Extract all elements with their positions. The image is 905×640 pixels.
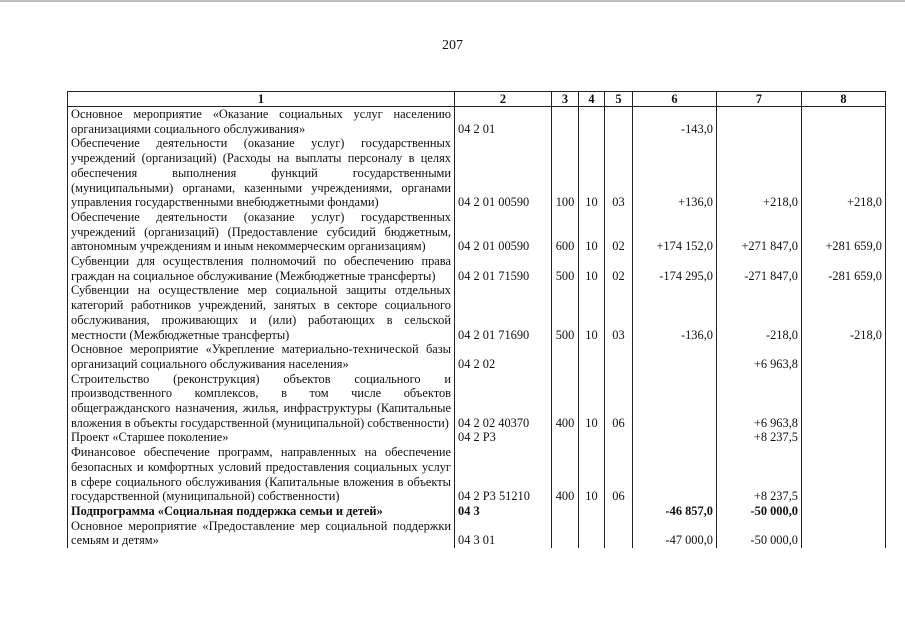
- amount-col-6: +136,0: [633, 136, 717, 210]
- expense-type-code: 400: [552, 445, 579, 504]
- expense-type-code: [552, 519, 579, 548]
- subsection-code: [605, 107, 633, 137]
- column-header: 8: [802, 92, 886, 107]
- section-code: [579, 504, 605, 519]
- expense-type-code: [552, 504, 579, 519]
- amount-col-8: [802, 107, 886, 137]
- row-name: Подпрограмма «Социальная поддержка семьи и детей»: [68, 504, 455, 519]
- expense-type-code: 500: [552, 283, 579, 342]
- budget-code: 04 2 P3: [455, 430, 552, 445]
- row-name: Основное мероприятие «Оказание социальных услуг населению организациями социального обслуживания»: [68, 107, 455, 137]
- subsection-code: [605, 430, 633, 445]
- amount-col-8: [802, 504, 886, 519]
- budget-code: 04 2 01 71690: [455, 283, 552, 342]
- table-row: [68, 210, 886, 254]
- amount-col-8: +281 659,0: [802, 210, 886, 254]
- section-code: 10: [579, 254, 605, 283]
- section-code: 10: [579, 372, 605, 431]
- expense-type-code: 100: [552, 136, 579, 210]
- column-header: 5: [605, 92, 633, 107]
- budget-code: 04 2 02: [455, 342, 552, 371]
- budget-code: 04 2 01 00590: [455, 136, 552, 210]
- amount-col-7: +8 237,5: [717, 445, 802, 504]
- table-row: [68, 136, 886, 210]
- table-row: [68, 342, 886, 371]
- amount-col-6: -46 857,0: [633, 504, 717, 519]
- amount-col-8: -281 659,0: [802, 254, 886, 283]
- budget-code: 04 2 P3 51210: [455, 445, 552, 504]
- amount-col-6: [633, 430, 717, 445]
- table-row: [68, 504, 886, 519]
- budget-code: 04 3 01: [455, 519, 552, 548]
- amount-col-6: -136,0: [633, 283, 717, 342]
- table-row: [68, 283, 886, 342]
- subsection-code: 06: [605, 445, 633, 504]
- budget-table: [67, 91, 886, 548]
- table-row: [68, 445, 886, 504]
- expense-type-code: [552, 107, 579, 137]
- expense-type-code: 500: [552, 254, 579, 283]
- amount-col-8: [802, 445, 886, 504]
- amount-col-8: [802, 519, 886, 548]
- amount-col-7: -218,0: [717, 283, 802, 342]
- top-rule: [0, 0, 905, 2]
- amount-col-7: +6 963,8: [717, 342, 802, 371]
- row-name: Основное мероприятие «Предоставление мер социальной поддержки семьям и детям»: [68, 519, 455, 548]
- budget-code: 04 2 01 71590: [455, 254, 552, 283]
- column-header: 2: [455, 92, 552, 107]
- amount-col-8: [802, 430, 886, 445]
- amount-col-6: -47 000,0: [633, 519, 717, 548]
- amount-col-7: -50 000,0: [717, 519, 802, 548]
- budget-code: 04 2 02 40370: [455, 372, 552, 431]
- subsection-code: [605, 519, 633, 548]
- table-row: [68, 519, 886, 548]
- expense-type-code: [552, 342, 579, 371]
- section-code: [579, 430, 605, 445]
- amount-col-7: +271 847,0: [717, 210, 802, 254]
- section-code: 10: [579, 210, 605, 254]
- section-code: 10: [579, 136, 605, 210]
- table-row: [68, 372, 886, 431]
- column-header: 3: [552, 92, 579, 107]
- row-name: Субвенции для осуществления полномочий по обеспечению права граждан на социальное обслуживание (Межбюджетные трансферты): [68, 254, 455, 283]
- amount-col-8: -218,0: [802, 283, 886, 342]
- row-name: Проект «Старшее поколение»: [68, 430, 455, 445]
- row-name: Обеспечение деятельности (оказание услуг) государственных учреждений (организаций) (Предоставление субсидий бюджетным, автономным учреждениям и иным некоммерческим организациям): [68, 210, 455, 254]
- subsection-code: 02: [605, 210, 633, 254]
- subsection-code: [605, 504, 633, 519]
- budget-code: 04 2 01: [455, 107, 552, 137]
- column-header: 4: [579, 92, 605, 107]
- subsection-code: 02: [605, 254, 633, 283]
- row-name: Субвенции на осуществление мер социальной защиты отдельных категорий работников учреждений, занятых в секторе социального обслуживания, проживающих и (или) работающих в сельской местности (Межбюджетные трансферты): [68, 283, 455, 342]
- amount-col-6: [633, 372, 717, 431]
- section-code: [579, 107, 605, 137]
- subsection-code: 03: [605, 136, 633, 210]
- amount-col-6: -174 295,0: [633, 254, 717, 283]
- amount-col-8: [802, 342, 886, 371]
- row-name: Обеспечение деятельности (оказание услуг) государственных учреждений (организаций) (Расходы на выплаты персоналу в целях обеспечения выполнения функций государственными (муниципальными) органами, казенными учреждениями, органами управления государственными внебюджетными фондами): [68, 136, 455, 210]
- table-body: [68, 107, 886, 549]
- amount-col-7: +8 237,5: [717, 430, 802, 445]
- subsection-code: 06: [605, 372, 633, 431]
- section-code: 10: [579, 445, 605, 504]
- column-header: 7: [717, 92, 802, 107]
- row-name: Финансовое обеспечение программ, направленных на обеспечение безопасных и комфортных условий предоставления социальных услуг в сфере социального обслуживания (Капитальные вложения в объекты государственной (муниципальной) собственности): [68, 445, 455, 504]
- section-code: 10: [579, 283, 605, 342]
- amount-col-7: +6 963,8: [717, 372, 802, 431]
- expense-type-code: 600: [552, 210, 579, 254]
- subsection-code: 03: [605, 283, 633, 342]
- section-code: [579, 519, 605, 548]
- amount-col-6: [633, 445, 717, 504]
- section-code: [579, 342, 605, 371]
- amount-col-7: -271 847,0: [717, 254, 802, 283]
- column-header: 6: [633, 92, 717, 107]
- amount-col-6: [633, 342, 717, 371]
- amount-col-7: +218,0: [717, 136, 802, 210]
- table-row: [68, 107, 886, 137]
- row-name: Основное мероприятие «Укрепление материально-технической базы организаций социального обслуживания населения»: [68, 342, 455, 371]
- budget-code: 04 2 01 00590: [455, 210, 552, 254]
- page-number: 207: [442, 38, 463, 53]
- subsection-code: [605, 342, 633, 371]
- amount-col-6: -143,0: [633, 107, 717, 137]
- table-row: [68, 430, 886, 445]
- amount-col-8: [802, 372, 886, 431]
- row-name: Строительство (реконструкция) объектов социального и производственного комплексов, в том числе объектов общегражданского назначения, жилья, инфраструктуры (Капитальные вложения в объекты государственной (муниципальной) собственности): [68, 372, 455, 431]
- header-row: [68, 92, 886, 107]
- table-row: [68, 254, 886, 283]
- expense-type-code: [552, 430, 579, 445]
- amount-col-6: +174 152,0: [633, 210, 717, 254]
- amount-col-7: -50 000,0: [717, 504, 802, 519]
- amount-col-7: [717, 107, 802, 137]
- amount-col-8: +218,0: [802, 136, 886, 210]
- expense-type-code: 400: [552, 372, 579, 431]
- budget-code: 04 3: [455, 504, 552, 519]
- column-header: 1: [68, 92, 455, 107]
